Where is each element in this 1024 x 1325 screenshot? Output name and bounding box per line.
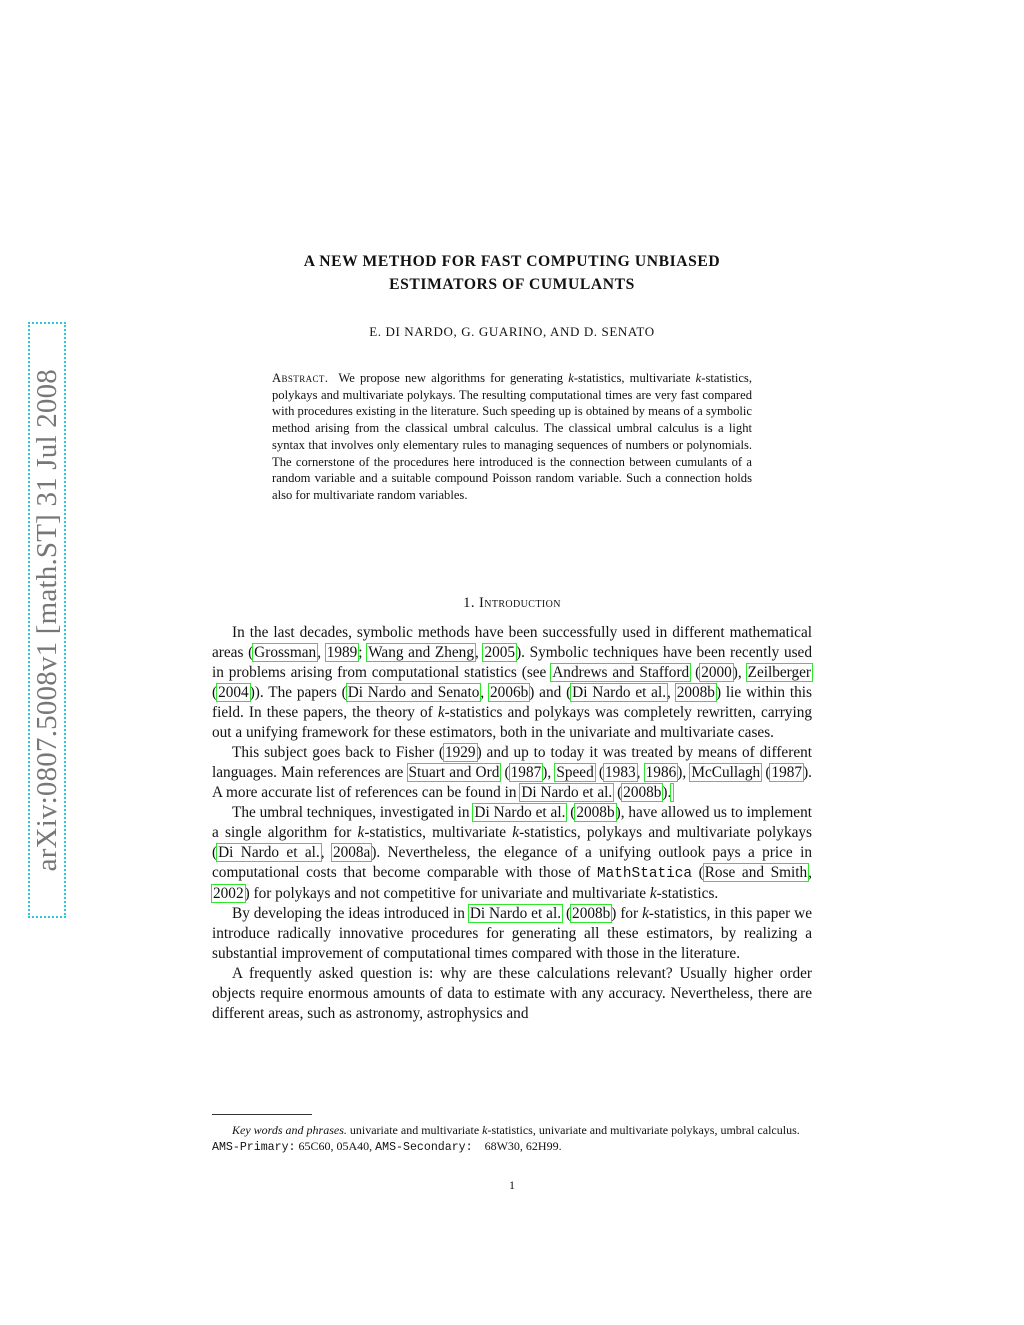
- citation-link[interactable]: 2008a: [332, 844, 371, 861]
- footnote: [212, 1122, 812, 1156]
- software-name: MathStatica: [597, 866, 693, 882]
- citation-link[interactable]: 2008b: [576, 804, 615, 821]
- citation-link[interactable]: Di Nardo et al.: [218, 844, 320, 861]
- citation-link[interactable]: 2006b: [490, 684, 529, 701]
- citation-link[interactable]: 1929: [444, 744, 476, 761]
- paragraph: By developing the ideas introduced in Di Nardo et al. (2008b) for k-statistics, in this paper we introduce radically innovative procedures for generating all these estimators, by realizing a substantial improvement of computational times compared with those in the literature.: [212, 905, 812, 962]
- paragraph: This subject goes back to Fisher (1929) and up to today it was treated by means of different languages. Main references are Stuart and Ord (1987), Speed (1983, 1986), McCullagh (1987). A more accurate list of references can be found in Di Nardo et al. (2008b).: [212, 744, 813, 801]
- citation-link[interactable]: 2002: [213, 885, 244, 902]
- arxiv-stamp[interactable]: [28, 322, 66, 918]
- ams-classification: AMS-Primary: 65C60, 05A40, AMS-Secondary: 68W30, 62H99.: [212, 1139, 562, 1154]
- citation-link[interactable]: McCullagh: [691, 764, 761, 781]
- citation-link[interactable]: Di Nardo et al.: [474, 804, 566, 821]
- paragraph: A frequently asked question is: why are these calculations relevant? Usually higher order objects require enormous amounts of data to estimate with any accuracy. Nevertheless, there are different areas, such as astronomy, astrophysics and: [212, 965, 812, 1022]
- citation-link[interactable]: 1987: [771, 764, 803, 781]
- citation-link[interactable]: Andrews and Stafford: [552, 664, 690, 681]
- citation-link[interactable]: 2008b: [676, 684, 715, 701]
- citation-link[interactable]: Speed: [556, 764, 594, 781]
- citation-link[interactable]: Grossman: [254, 644, 317, 661]
- citation-link[interactable]: 2004: [218, 684, 249, 701]
- citation-link[interactable]: Stuart and Ord: [408, 764, 500, 781]
- body-text: [212, 623, 812, 1024]
- citation-link[interactable]: Di Nardo and Senato: [347, 684, 480, 701]
- citation-link[interactable]: 2008b: [572, 905, 611, 922]
- paper-title: [200, 250, 824, 296]
- citation-link[interactable]: Rose and Smith: [704, 864, 808, 881]
- keywords: Key words and phrases. univariate and multivariate k-statistics, univariate and multivariate polykays, umbral calculus.: [232, 1123, 800, 1137]
- section-heading: 1. Introduction: [463, 595, 561, 611]
- title-line-1: A NEW METHOD FOR FAST COMPUTING UNBIASED: [303, 253, 721, 270]
- paragraph: In the last decades, symbolic methods have been successfully used in different mathematical areas (Grossman, 1989; Wang and Zheng, 2005). Symbolic techniques have been recently used in problems arising from computational statistics (see Andrews and Stafford (2000), Zeilberger (2004)). The papers (Di Nardo and Senato, 2006b) and (Di Nardo et al., 2008b) lie within this field. In these papers, the theory of k-statistics and polykays was completely rewritten, carrying out a unifying framework for these estimators, both in the univariate and multivariate cases.: [212, 624, 812, 741]
- citation-link[interactable]: 2008b: [623, 784, 662, 801]
- citation-link[interactable]: Di Nardo et al.: [521, 784, 613, 801]
- citation-link[interactable]: [671, 784, 673, 801]
- citation-link[interactable]: 1983: [605, 764, 636, 781]
- footnote-rule: [212, 1114, 312, 1115]
- citation-link[interactable]: Di Nardo et al.: [469, 905, 562, 922]
- citation-link[interactable]: 1987: [510, 764, 542, 781]
- paragraph: The umbral techniques, investigated in Di Nardo et al. (2008b), have allowed us to implement a single algorithm for k-statistics, multivariate k-statistics, polykays and multivariate polykays (Di Nardo et al., 2008a). Nevertheless, the elegance of a unifying outlook pays a price in computational costs that become comparable with those of MathStatica (Rose and Smith, 2002) for polykays and not competitive for univariate and multivariate k-statistics.: [212, 804, 812, 902]
- citation-link[interactable]: 2000: [701, 664, 732, 681]
- page-number: 1: [509, 1178, 515, 1192]
- citation-link[interactable]: Wang and Zheng: [368, 644, 474, 661]
- citation-link[interactable]: Di Nardo et al.: [572, 684, 667, 701]
- abstract: Abstract. We propose new algorithms for generating k-statistics, multivariate k-statistics, polykays and multivariate polykays. The resulting computational times are very fast compared with procedures existing in the literature. Such speeding up is obtained by means of a symbolic method arising from the classical umbral calculus. The classical umbral calculus is a light syntax that involves only elementary rules to managing sequences of numbers or polynomials. The cornerstone of the procedures here introduced is the connection between cumulants of a random variable and a suitable compound Poisson random variable. Such a connection holds also for multivariate random variables.: [272, 371, 752, 502]
- citation-link[interactable]: 2005: [484, 644, 516, 661]
- citation-link[interactable]: 1986: [645, 764, 677, 781]
- authors: E. DI NARDO, G. GUARINO, AND D. SENATO: [369, 324, 655, 339]
- citation-link[interactable]: 1989: [326, 644, 358, 661]
- title-line-2: ESTIMATORS OF CUMULANTS: [389, 276, 635, 293]
- citation-link[interactable]: Zeilberger: [747, 664, 812, 681]
- abstract-label: Abstract.: [272, 371, 329, 385]
- arxiv-stamp-text: arXiv:0807.5008v1 [math.ST] 31 Jul 2008: [30, 368, 63, 872]
